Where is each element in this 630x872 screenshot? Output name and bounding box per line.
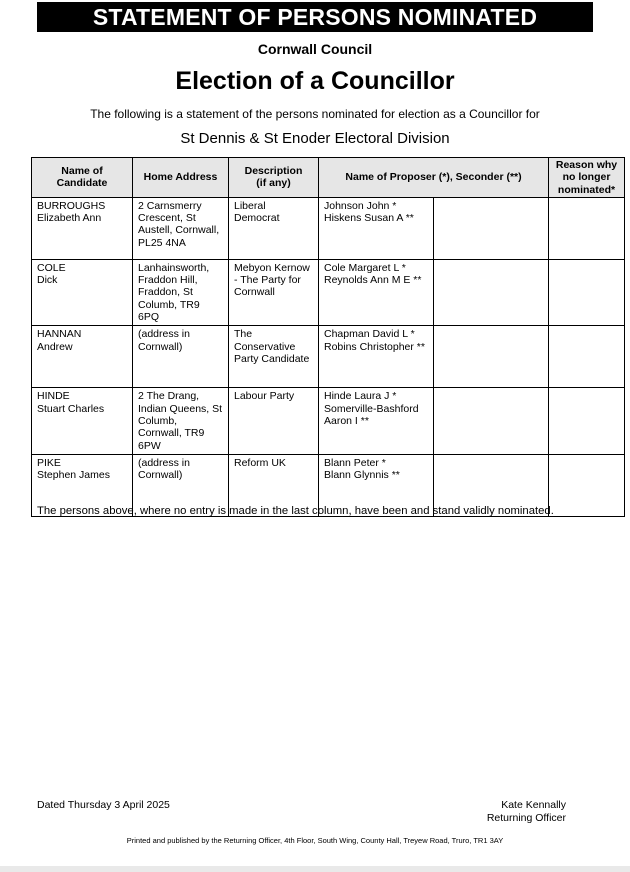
- candidate-name: HANNAN Andrew: [32, 326, 133, 388]
- blank-cell: [434, 388, 549, 454]
- reason-cell: [549, 388, 625, 454]
- candidate-description: Liberal Democrat: [229, 197, 319, 259]
- blank-cell: [434, 197, 549, 259]
- candidate-address: Lanhainsworth, Fraddon Hill, Fraddon, St Columb, TR9 6PQ: [133, 259, 229, 325]
- candidate-address: (address in Cornwall): [133, 454, 229, 516]
- proposer-seconder: Hinde Laura J * Somerville-Bashford Aaron I **: [319, 388, 434, 454]
- candidate-name: BURROUGHS Elizabeth Ann: [32, 197, 133, 259]
- candidate-name: PIKE Stephen James: [32, 454, 133, 516]
- reason-cell: [549, 454, 625, 516]
- proposer-seconder: Blann Peter * Blann Glynnis **: [319, 454, 434, 516]
- candidate-address: (address in Cornwall): [133, 326, 229, 388]
- header-home-address: Home Address: [133, 158, 229, 198]
- candidate-description: Reform UK: [229, 454, 319, 516]
- nominations-table: [31, 157, 625, 517]
- candidate-address: 2 Carnsmerry Crescent, St Austell, Cornwall, PL25 4NA: [133, 197, 229, 259]
- council-name: Cornwall Council: [257, 41, 373, 57]
- candidate-description: Labour Party: [229, 388, 319, 454]
- header-candidate-name: Name of Candidate: [32, 158, 133, 198]
- date-line: Dated Thursday 3 April 2025: [37, 799, 170, 811]
- intro-text: The following is a statement of the persons nominated for election as a Councillor for: [90, 107, 540, 121]
- proposer-seconder: Chapman David L * Robins Christopher **: [319, 326, 434, 388]
- table-row: [32, 388, 625, 454]
- header-reason: Reason why no longer nominated*: [549, 158, 625, 198]
- blank-cell: [434, 326, 549, 388]
- candidate-name: COLE Dick: [32, 259, 133, 325]
- reason-cell: [549, 326, 625, 388]
- table-row: [32, 326, 625, 388]
- candidate-name: HINDE Stuart Charles: [32, 388, 133, 454]
- reason-cell: [549, 259, 625, 325]
- electoral-division: St Dennis & St Enoder Electoral Division: [180, 130, 450, 147]
- statement-banner: STATEMENT OF PERSONS NOMINATED: [37, 2, 593, 32]
- officer-title: Returning Officer: [486, 811, 566, 824]
- returning-officer-signature: [487, 799, 566, 824]
- page-bottom-edge: [0, 866, 630, 872]
- blank-cell: [434, 259, 549, 325]
- candidate-description: Mebyon Kernow - The Party for Cornwall: [229, 259, 319, 325]
- officer-name: Kate Kennally: [501, 799, 566, 811]
- header-description: Description (if any): [229, 158, 319, 198]
- imprint-line: Printed and published by the Returning Officer, 4th Floor, South Wing, County Hall, Treyew Road, Truro, TR1 3AY: [126, 836, 504, 845]
- header-proposer-seconder: Name of Proposer (*), Seconder (**): [319, 158, 549, 198]
- table-row: [32, 259, 625, 325]
- candidate-description: The Conservative Party Candidate: [229, 326, 319, 388]
- proposer-seconder: Cole Margaret L * Reynolds Ann M E **: [319, 259, 434, 325]
- election-title: Election of a Councillor: [175, 67, 455, 95]
- table-row: [32, 197, 625, 259]
- candidate-address: 2 The Drang, Indian Queens, St Columb, Cornwall, TR9 6PW: [133, 388, 229, 454]
- proposer-seconder: Johnson John * Hiskens Susan A **: [319, 197, 434, 259]
- reason-cell: [549, 197, 625, 259]
- validity-statement: The persons above, where no entry is made in the last column, have been and stand validly nominated.: [37, 505, 554, 517]
- table-header-row: [32, 158, 625, 198]
